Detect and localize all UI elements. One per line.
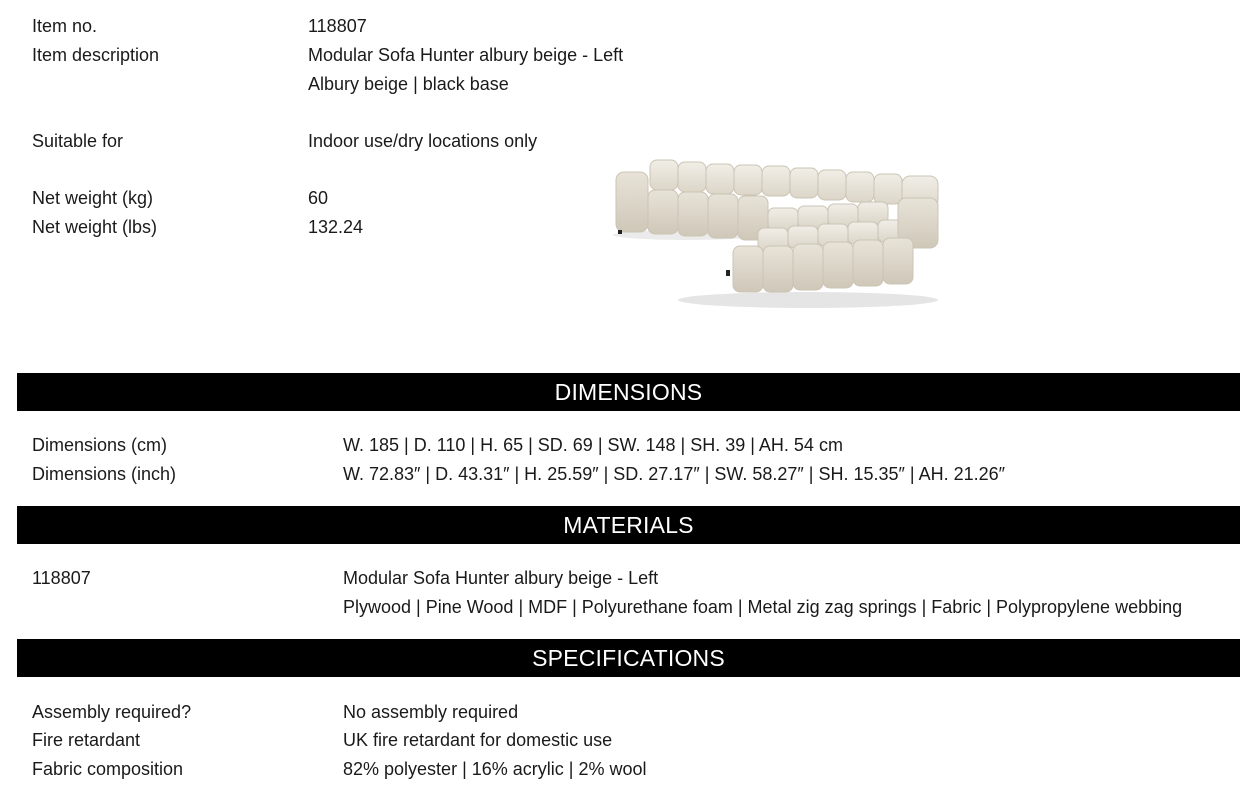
fabric-composition-value: 82% polyester | 16% acrylic | 2% wool bbox=[343, 759, 647, 779]
net-weight-lbs-label: Net weight (lbs) bbox=[32, 217, 158, 237]
dimensions-inch-label: Dimensions (inch) bbox=[32, 464, 177, 484]
item-no-value: 118807 bbox=[308, 16, 367, 36]
dimensions-inch-value: W. 72.83″ | D. 43.31″ | H. 25.59″ | SD. 27.17″ | SW. 58.27″ | SH. 15.35″ | AH. 21.26″ bbox=[343, 464, 1006, 484]
specifications-heading: SPECIFICATIONS bbox=[17, 639, 1240, 677]
suitable-for-value: Indoor use/dry locations only bbox=[308, 131, 538, 151]
net-weight-kg-label: Net weight (kg) bbox=[32, 188, 154, 208]
item-variant-value: Albury beige | black base bbox=[308, 74, 509, 94]
materials-list: Plywood | Pine Wood | MDF | Polyurethane foam | Metal zig zag springs | Fabric | Polypropylene webbing bbox=[343, 597, 1183, 617]
product-image bbox=[608, 150, 953, 310]
item-description-label: Item description bbox=[32, 45, 160, 65]
assembly-label: Assembly required? bbox=[32, 702, 192, 722]
fabric-composition-label: Fabric composition bbox=[32, 759, 184, 779]
dimensions-cm-value: W. 185 | D. 110 | H. 65 | SD. 69 | SW. 148 | SH. 39 | AH. 54 cm bbox=[343, 435, 843, 455]
dimensions-cm-label: Dimensions (cm) bbox=[32, 435, 168, 455]
suitable-for-label: Suitable for bbox=[32, 131, 124, 151]
assembly-value: No assembly required bbox=[343, 702, 519, 722]
materials-item-name: Modular Sofa Hunter albury beige - Left bbox=[343, 568, 659, 588]
net-weight-kg-value: 60 bbox=[308, 188, 329, 208]
sofa-illustration bbox=[608, 150, 953, 310]
materials-item-label: 118807 bbox=[32, 568, 91, 588]
fire-retardant-label: Fire retardant bbox=[32, 730, 141, 750]
materials-heading: MATERIALS bbox=[17, 506, 1240, 544]
item-no-label: Item no. bbox=[32, 16, 98, 36]
item-description-value: Modular Sofa Hunter albury beige - Left bbox=[308, 45, 624, 65]
dimensions-heading: DIMENSIONS bbox=[17, 373, 1240, 411]
net-weight-lbs-value: 132.24 bbox=[308, 217, 364, 237]
fire-retardant-value: UK fire retardant for domestic use bbox=[343, 730, 613, 750]
